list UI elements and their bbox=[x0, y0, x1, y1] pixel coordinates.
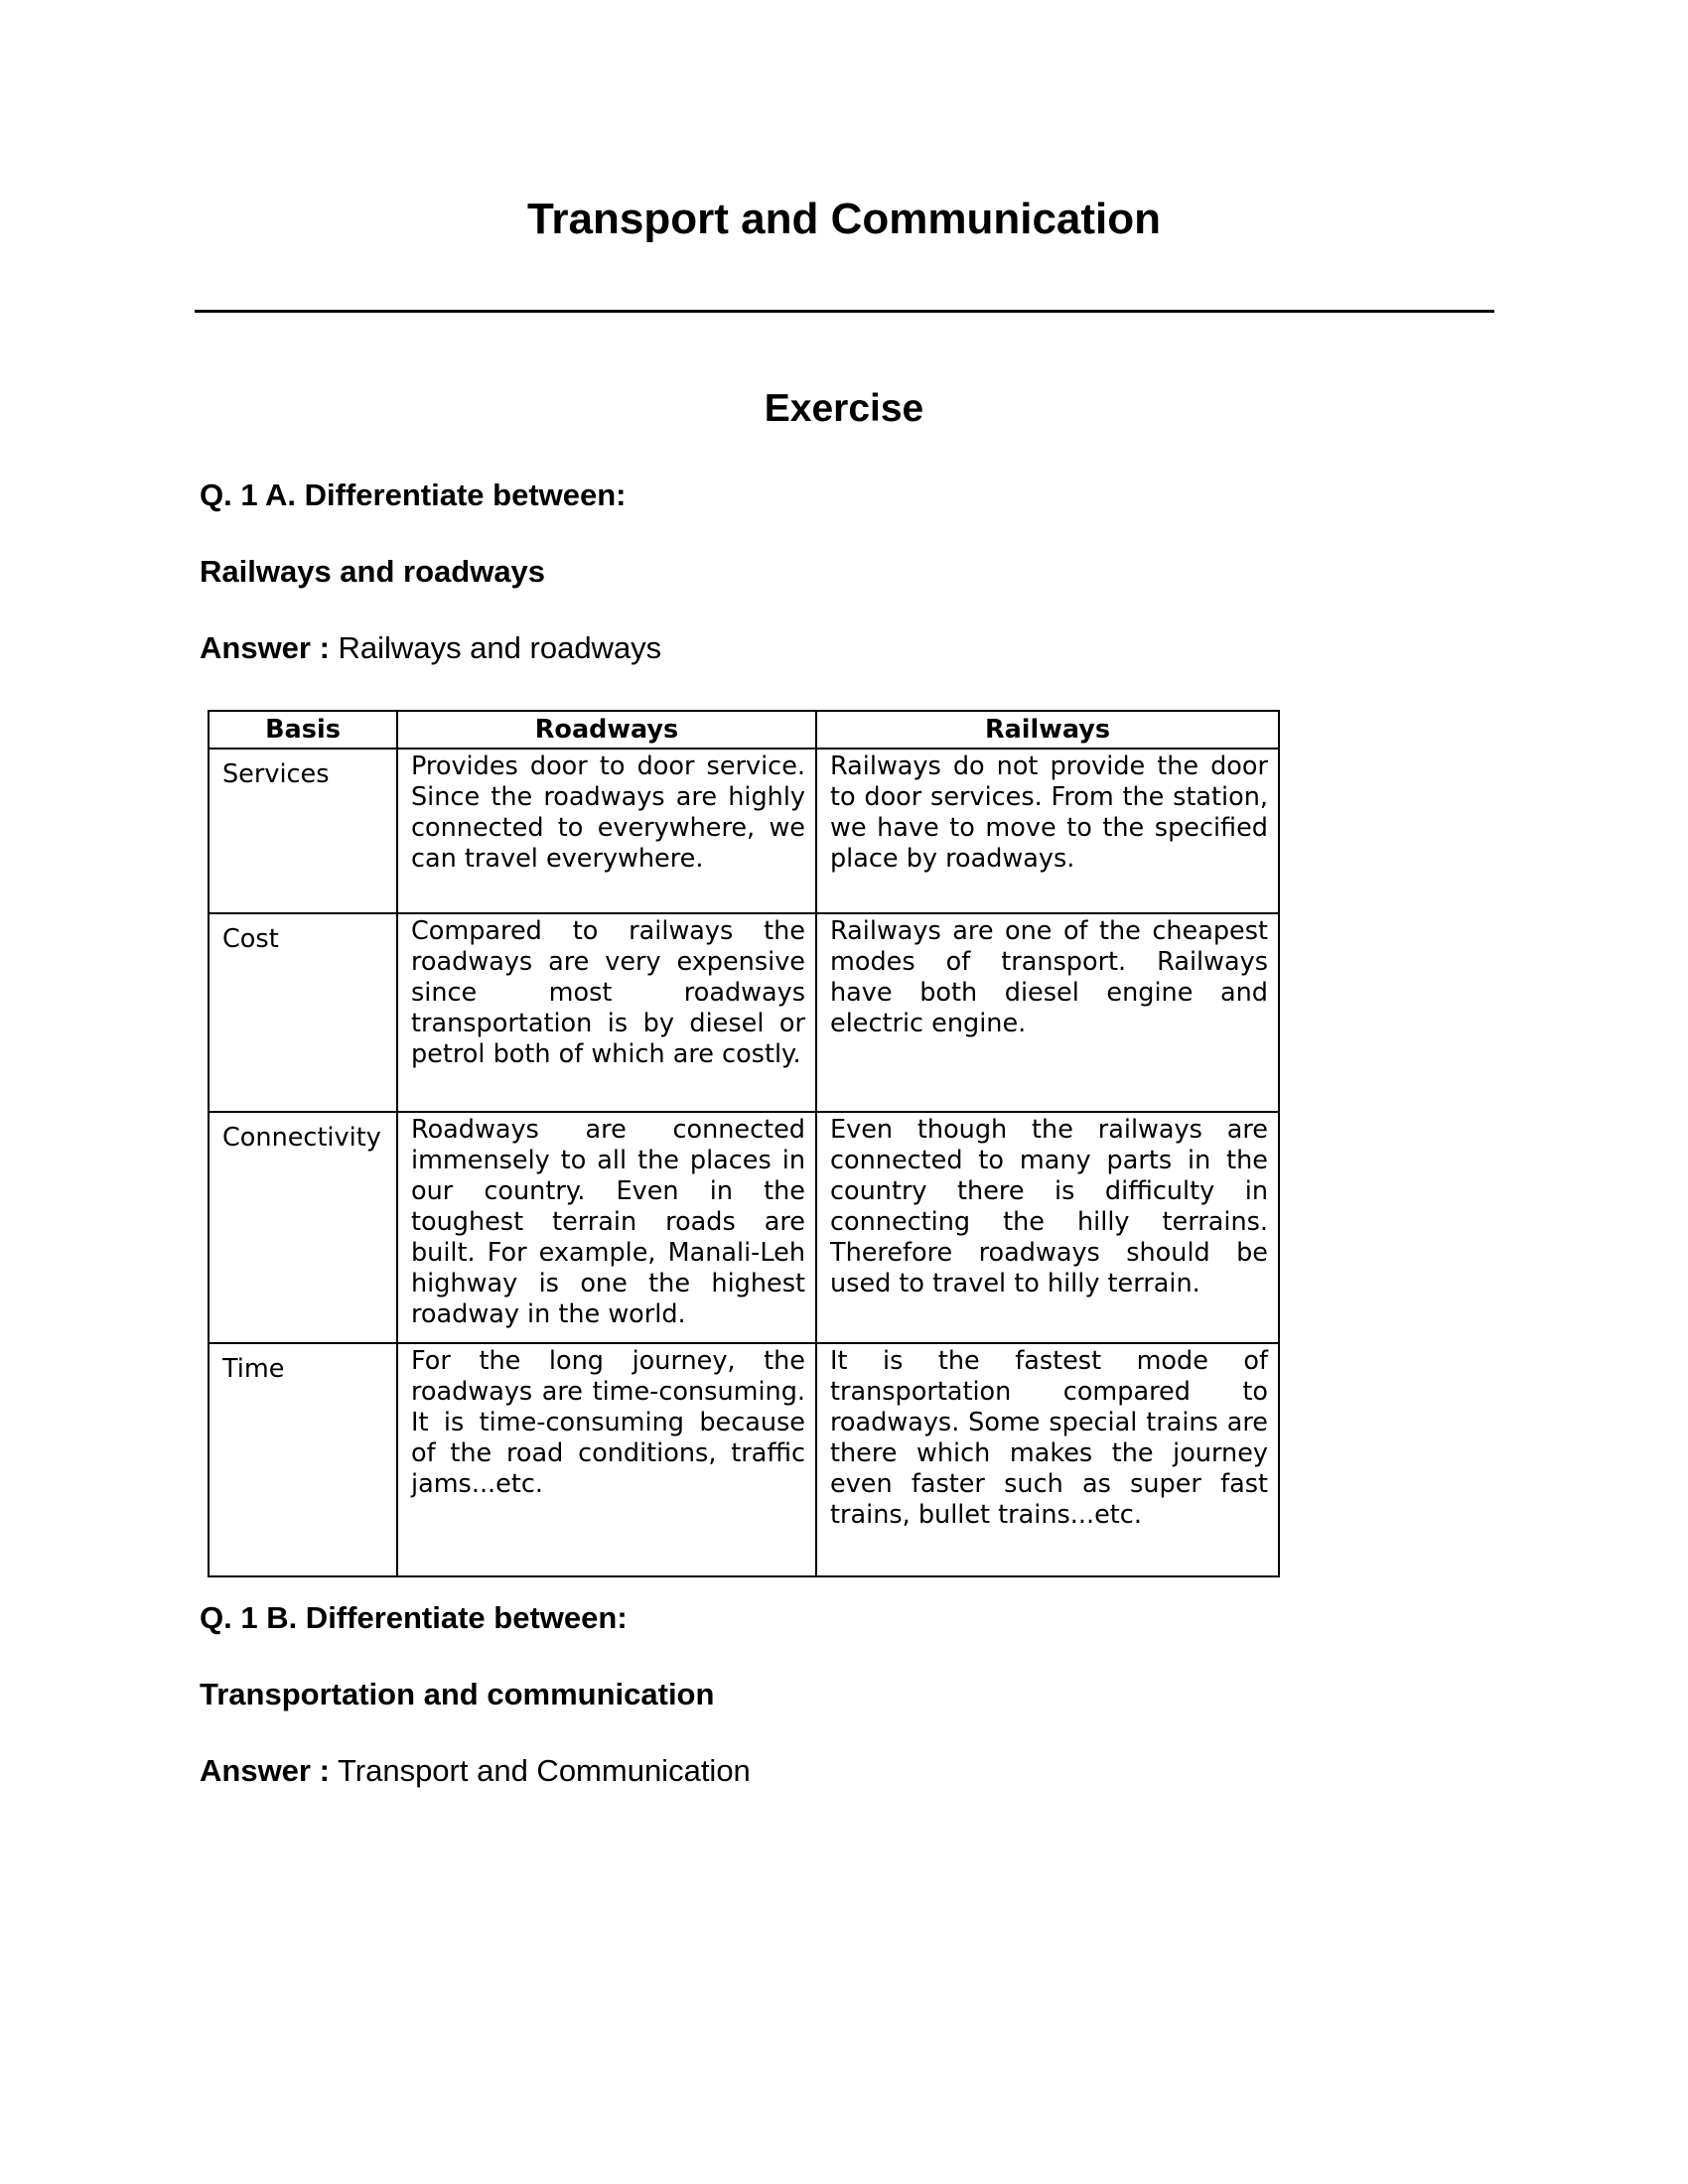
roadways-cell: Compared to railways the roadways are very expensive since most roadways transportation is by diesel or petrol both of which are costly. bbox=[397, 913, 816, 1112]
question-1a-heading: Q. 1 A. Differentiate between: bbox=[200, 478, 627, 512]
header-basis: Basis bbox=[209, 711, 397, 749]
roadways-cell: Roadways are connected immensely to all the places in our country. Even in the toughest terrain roads are built. For example, Manali-Leh highway is one the highest roadway in the world. bbox=[397, 1112, 816, 1343]
header-roadways: Roadways bbox=[397, 711, 816, 749]
railways-cell: Even though the railways are connected to many parts in the country there is difficulty in connecting the hilly terrains. Therefore roadways should be used to travel to hilly terrain. bbox=[816, 1112, 1279, 1343]
answer-label: Answer : bbox=[200, 630, 330, 665]
table-row bbox=[209, 1343, 1279, 1576]
basis-cell: Time bbox=[209, 1343, 397, 1576]
table-header-row bbox=[209, 711, 1279, 749]
document-title: Transport and Communication bbox=[526, 195, 1162, 243]
table-row bbox=[209, 749, 1279, 913]
answer-label: Answer : bbox=[200, 1753, 330, 1788]
roadways-cell: For the long journey, the roadways are time-consuming. It is time-consuming because of the road conditions, traffic jams...etc. bbox=[397, 1343, 816, 1576]
section-heading: Exercise bbox=[764, 387, 924, 430]
question-1b-answer bbox=[200, 1753, 751, 1789]
railways-cell: It is the fastest mode of transportation compared to roadways. Some special trains are there which makes the journey even faster such as super fast trains, bullet trains...etc. bbox=[816, 1343, 1279, 1576]
question-1a-subheading: Railways and roadways bbox=[200, 554, 546, 589]
railways-cell: Railways are one of the cheapest modes of transport. Railways have both diesel engine and electric engine. bbox=[816, 913, 1279, 1112]
table-row bbox=[209, 1112, 1279, 1343]
question-1b-heading: Q. 1 B. Differentiate between: bbox=[200, 1600, 628, 1635]
basis-cell: Cost bbox=[209, 913, 397, 1112]
table-row bbox=[209, 913, 1279, 1112]
basis-cell: Services bbox=[209, 749, 397, 913]
railways-cell: Railways do not provide the door to door services. From the station, we have to move to the specified place by roadways. bbox=[816, 749, 1279, 913]
question-1a-answer bbox=[200, 630, 661, 666]
comparison-table bbox=[208, 710, 1280, 1577]
question-1b-subheading: Transportation and communication bbox=[200, 1677, 715, 1711]
header-railways: Railways bbox=[816, 711, 1279, 749]
title-divider bbox=[195, 310, 1494, 313]
basis-cell: Connectivity bbox=[209, 1112, 397, 1343]
answer-text: Transport and Communication bbox=[329, 1753, 751, 1788]
answer-text: Railways and roadways bbox=[329, 630, 662, 665]
roadways-cell: Provides door to door service. Since the roadways are highly connected to everywhere, we can travel everywhere. bbox=[397, 749, 816, 913]
